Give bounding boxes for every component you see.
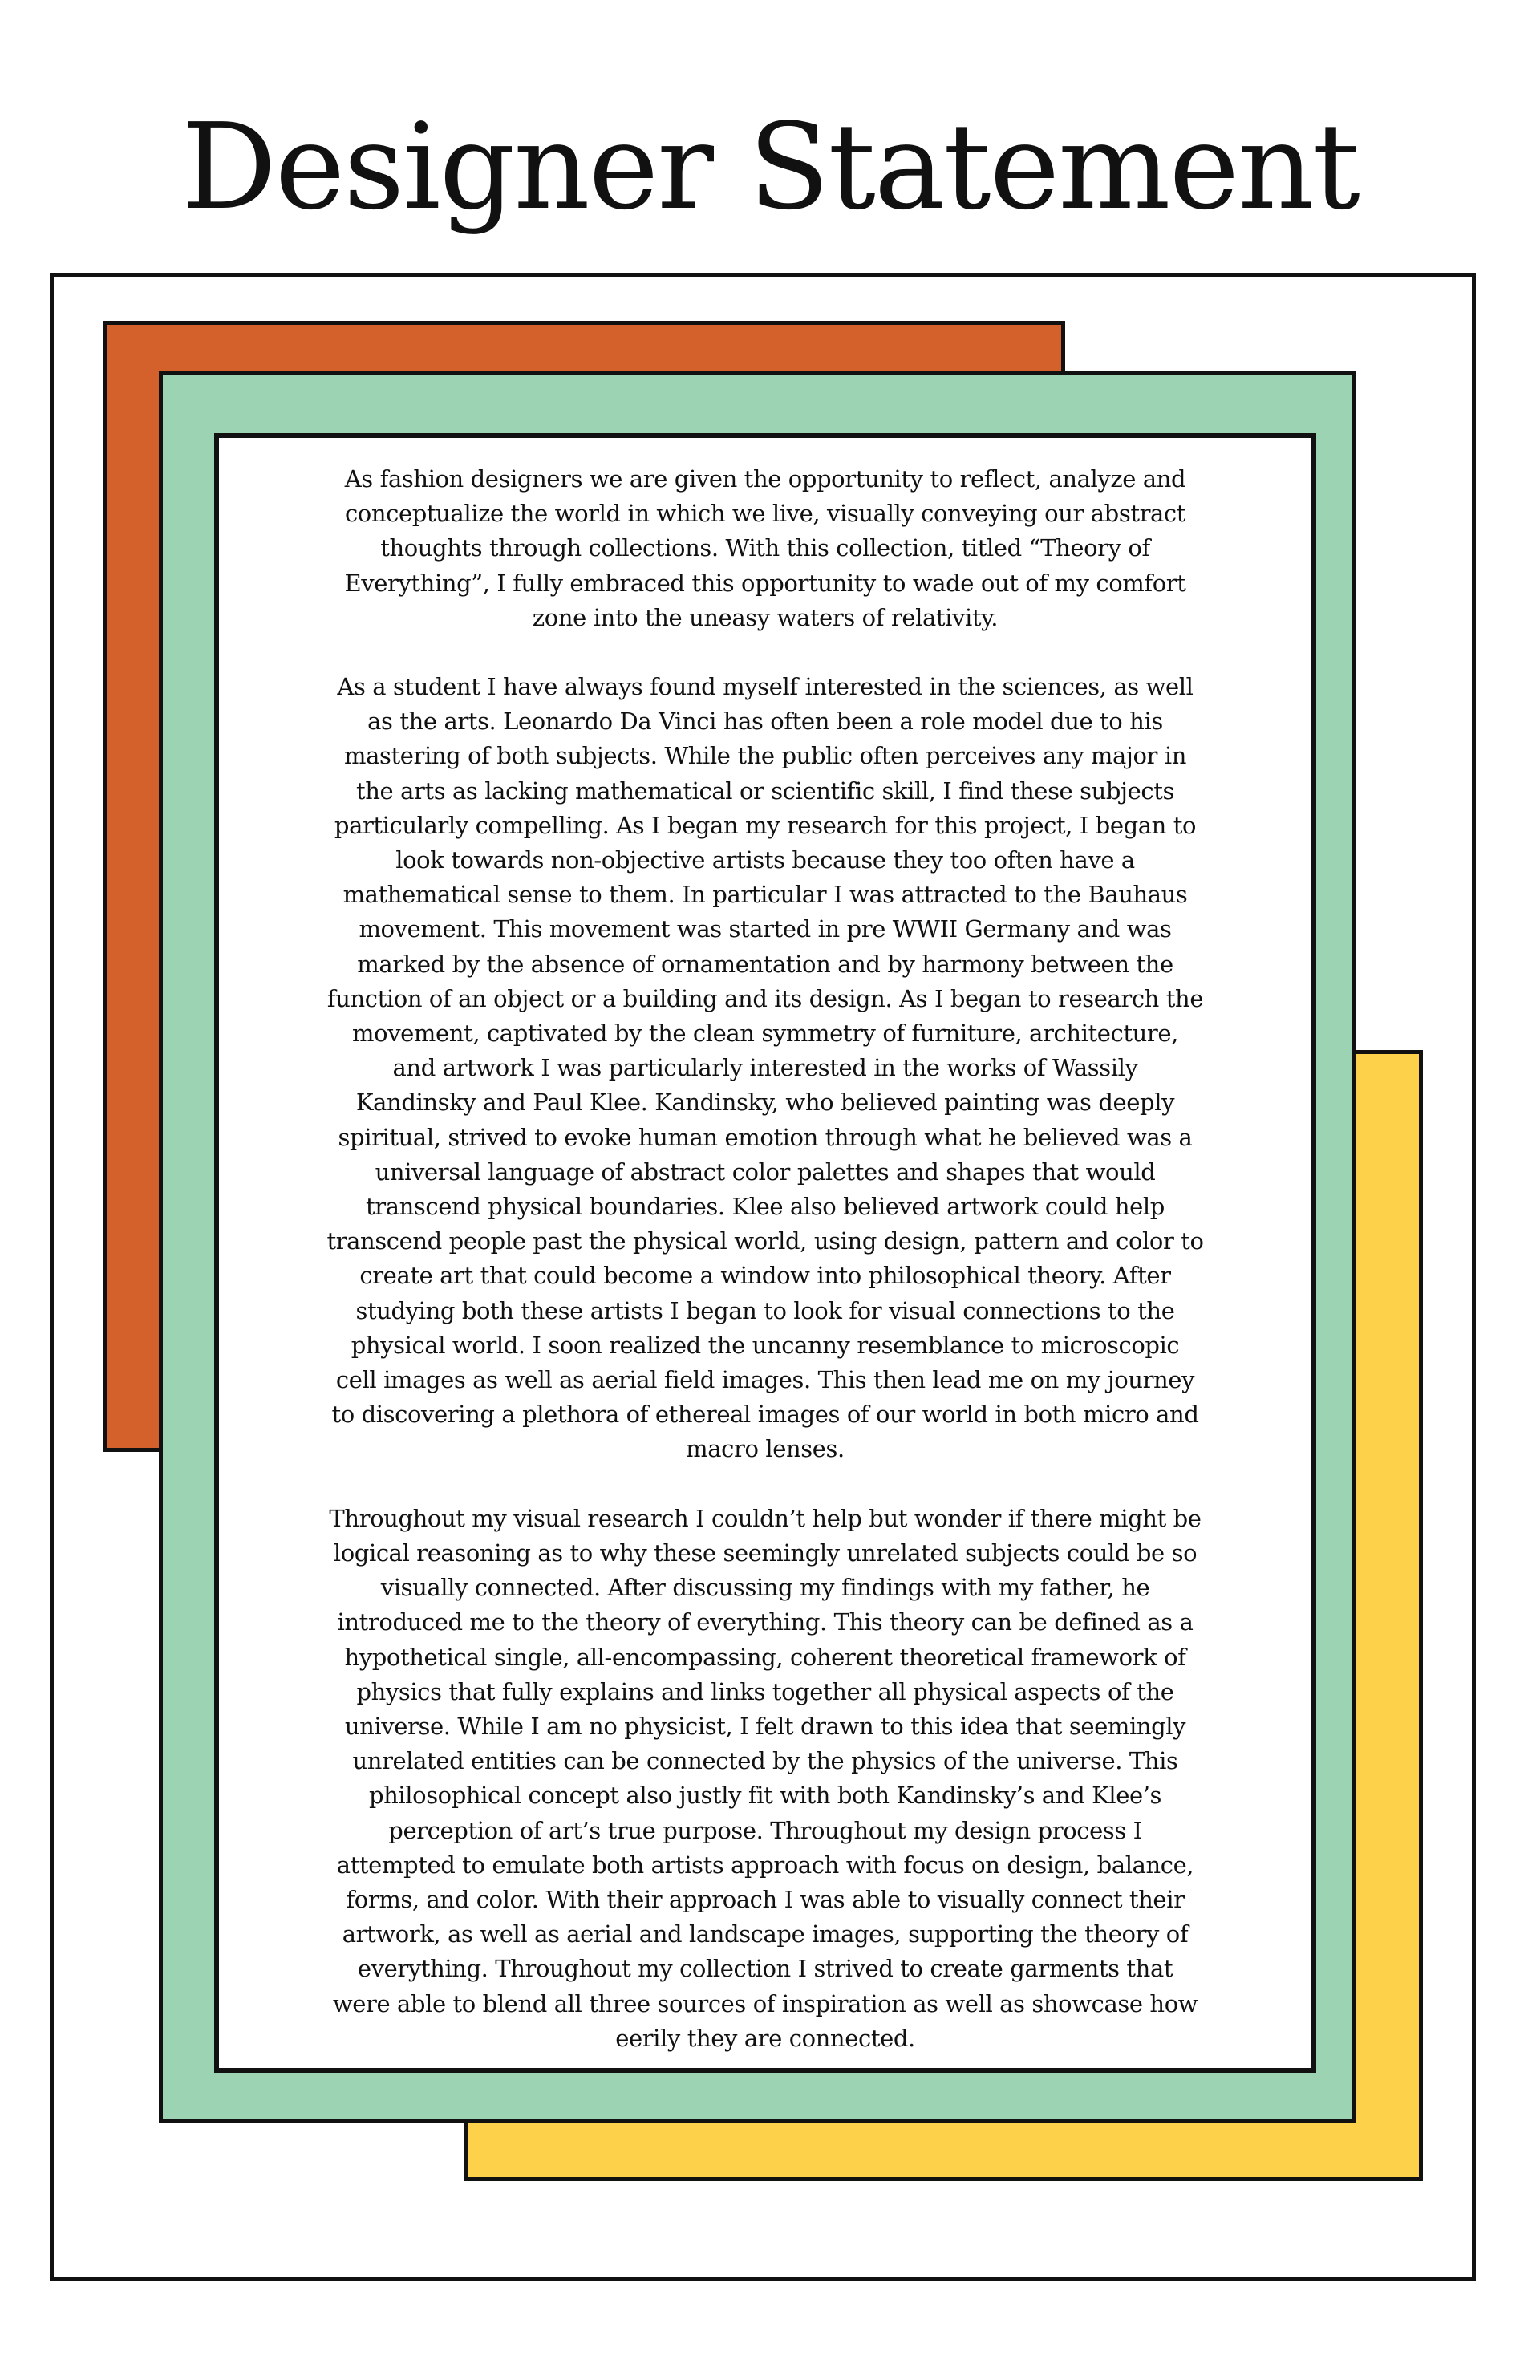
statement-paragraph-3: Throughout my visual research I couldn’t help but wonder if there might be logical reasoning as to why these seemingly unrelated subjects could be so visually connected. After discussing my findings with my father, he introduced me to the theory of everything. This theory can be defined as a hypothetical single, all-encompassing, coherent theoretical framework of physics that fully explains and links together all physical aspects of the universe. While I am no physicist, I felt drawn to this idea that seemingly unrelated entities can be connected by the physics of the universe. This philosophical concept also justly fit with both Kandinsky’s and Klee’s perception of art’s true purpose. Throughout my design process I attempted to emulate both artists approach with focus on design, balance, forms, and color. With their approach I was able to visually connect their artwork, as well as aerial and landscape images, supporting the theory of everything. Throughout my collection I strived to create garments that were able to blend all three sources of inspiration as well as showcase how eerily they are connected. bbox=[329, 1504, 1202, 2052]
statement-text-card bbox=[214, 433, 1316, 2073]
statement-paragraph-1: As fashion designers we are given the opportunity to reflect, analyze and conceptualize the world in which we live, visually conveying our abstract thoughts through collections. With this collection, titled “Theory of Everything”, I fully embraced this opportunity to wade out of my comfort zone into the uneasy waters of relativity. bbox=[344, 465, 1186, 631]
page-title: Designer Statement bbox=[181, 98, 1359, 236]
statement-paragraph-2: As a student I have always found myself interested in the sciences, as well as the arts. Leonardo Da Vinci has often been a role model due to his mastering of both subjects. While the public often perceives any major in the arts as lacking mathematical or scientific skill, I find these subjects particularly compelling. As I began my research for this project, I began to look towards non-objective artists because they too often have a mathematical sense to them. In particular I was attracted to the Bauhaus movement. This movement was started in pre WWII Germany and was marked by the absence of ornamentation and by harmony between the function of an object or a building and its design. As I began to research the movement, captivated by the clean symmetry of furniture, architecture, and artwork I was particularly interested in the works of Wassily Kandinsky and Paul Klee. Kandinsky, who believed painting was deeply spiritual, strived to evoke human emotion through what he believed was a universal language of abstract color palettes and shapes that would transcend physical boundaries. Klee also believed artwork could help transcend people past the physical world, using design, pattern and color to create art that could become a window into philosophical theory. After studying both these artists I began to look for visual connections to the physical world. I soon realized the uncanny resemblance to microscopic cell images as well as aerial field images. This then lead me on my journey to discovering a plethora of ethereal images of our world in both micro and macro lenses. bbox=[326, 673, 1204, 1463]
